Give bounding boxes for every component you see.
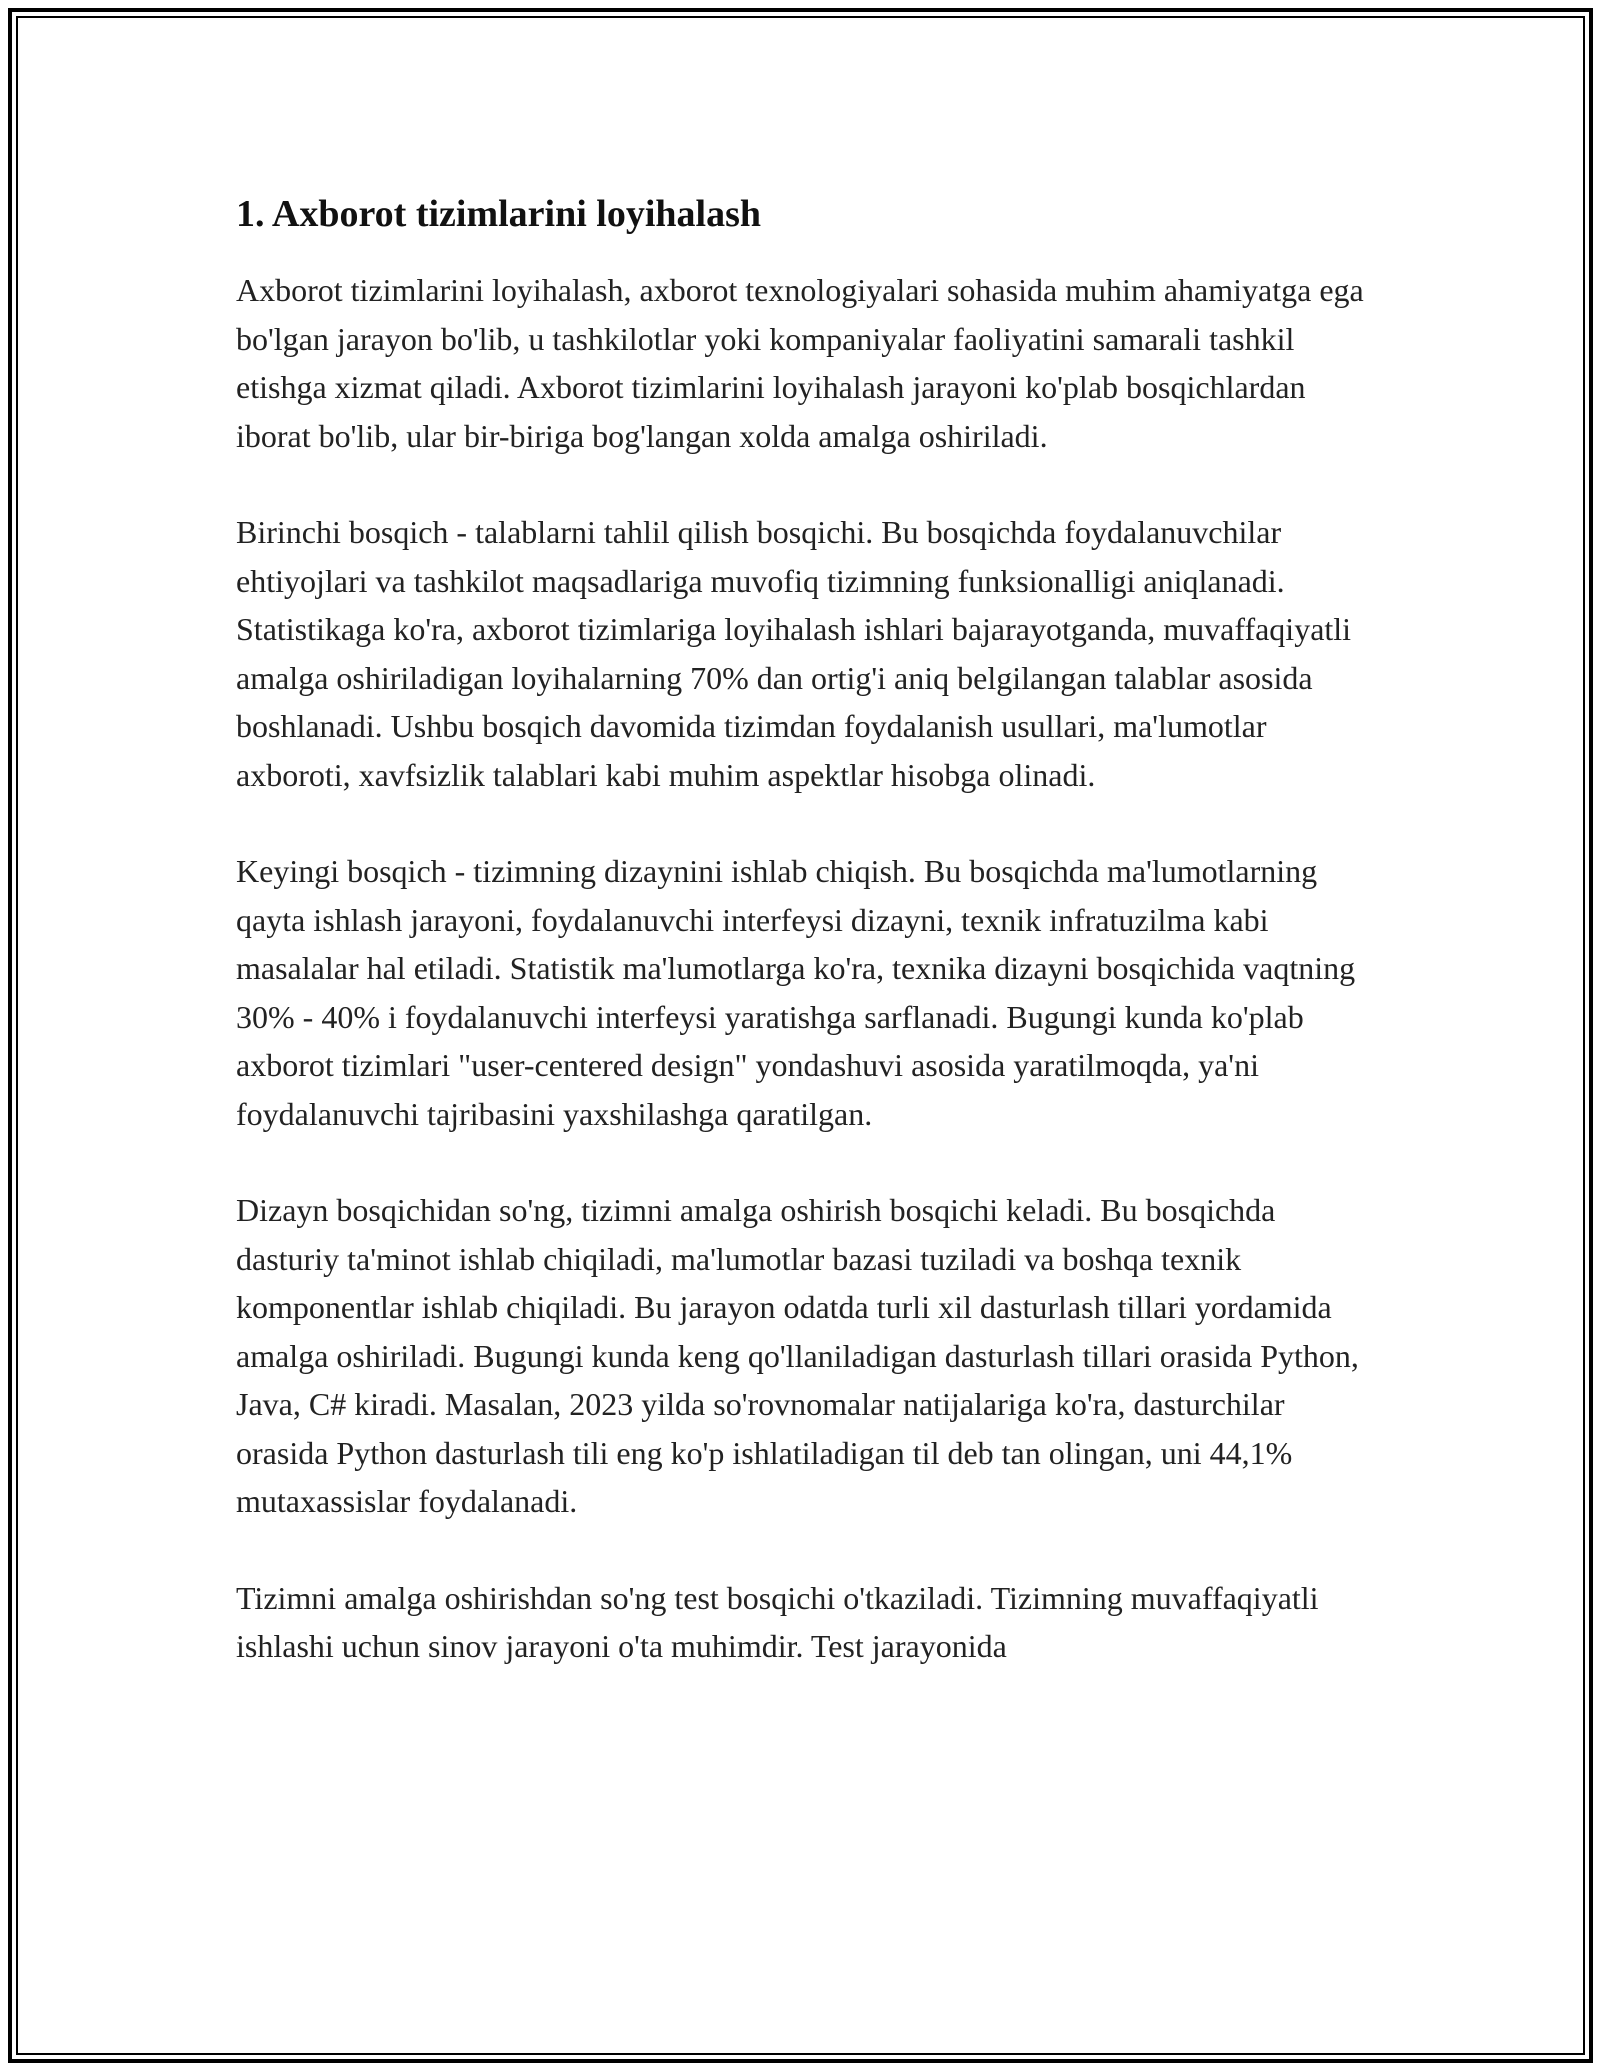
paragraph-intro: Axborot tizimlarini loyihalash, axborot texnologiyalari sohasida muhim ahamiyatga ega bo'lgan jarayon bo'lib, u tashkilotlar yoki kompaniyalar faoliyatini samarali tashkil etishga xizmat qiladi. Axborot tizimlarini loyihalash jarayoni ko'plab bosqichlardan iborat bo'lib, ular bir-biriga bog'langan xolda amalga oshiriladi. xyxy=(236,272,1364,454)
paragraph-requirements-stage: Birinchi bosqich - talablarni tahlil qilish bosqichi. Bu bosqichda foydalanuvchilar ehtiyojlari va tashkilot maqsadlariga muvofiq tizimning funksionalligi aniqlanadi. Statistikaga ko'ra, axborot tizimlariga loyihalash ishlari bajarayotganda, muvaffaqiyatli amalga oshiriladigan loyihalarning 70% dan ortig'i aniq belgilangan talablar asosida boshlanadi. Ushbu bosqich davomida tizimdan foydalanish usullari, ma'lumotlar axboroti, xavfsizlik talablari kabi muhim aspektlar hisobga olinadi. xyxy=(236,514,1352,793)
document-body xyxy=(236,192,1364,1719)
paragraph-design-stage: Keyingi bosqich - tizimning dizaynini ishlab chiqish. Bu bosqichda ma'lumotlarning qayta ishlash jarayoni, foydalanuvchi interfeysi dizayni, texnik infratuzilma kabi masalalar hal etiladi. Statistik ma'lumotlarga ko'ra, texnika dizayni bosqichida vaqtning 30% - 40% i foydalanuvchi interfeysi yaratishga sarflanadi. Bugungi kunda ko'plab axborot tizimlari "user-centered design" yondashuvi asosida yaratilmoqda, ya'ni foydalanuvchi tajribasini yaxshilashga qaratilgan. xyxy=(236,853,1356,1132)
paragraph-testing-stage: Tizimni amalga oshirishdan so'ng test bosqichi o'tkaziladi. Tizimning muvaffaqiyatli ishlashi uchun sinov jarayoni o'ta muhimdir. Test jarayonida xyxy=(236,1579,1319,1664)
section-title: 1. Axborot tizimlarini loyihalash xyxy=(236,193,762,235)
paragraph-implementation-stage: Dizayn bosqichidan so'ng, tizimni amalga oshirish bosqichi keladi. Bu bosqichda dasturiy ta'minot ishlab chiqiladi, ma'lumotlar bazasi tuziladi va boshqa texnik komponentlar ishlab chiqiladi. Bu jarayon odatda turli xil dasturlash tillari yordamida amalga oshiriladi. Bugungi kunda keng qo'llaniladigan dasturlash tillari orasida Python, Java, C# kiradi. Masalan, 2023 yilda so'rovnomalar natijalariga ko'ra, dasturchilar orasida Python dasturlash tili eng ko'p ishlatiladigan til deb tan olingan, uni 44,1% mutaxassislar foydalanadi. xyxy=(236,1192,1359,1519)
